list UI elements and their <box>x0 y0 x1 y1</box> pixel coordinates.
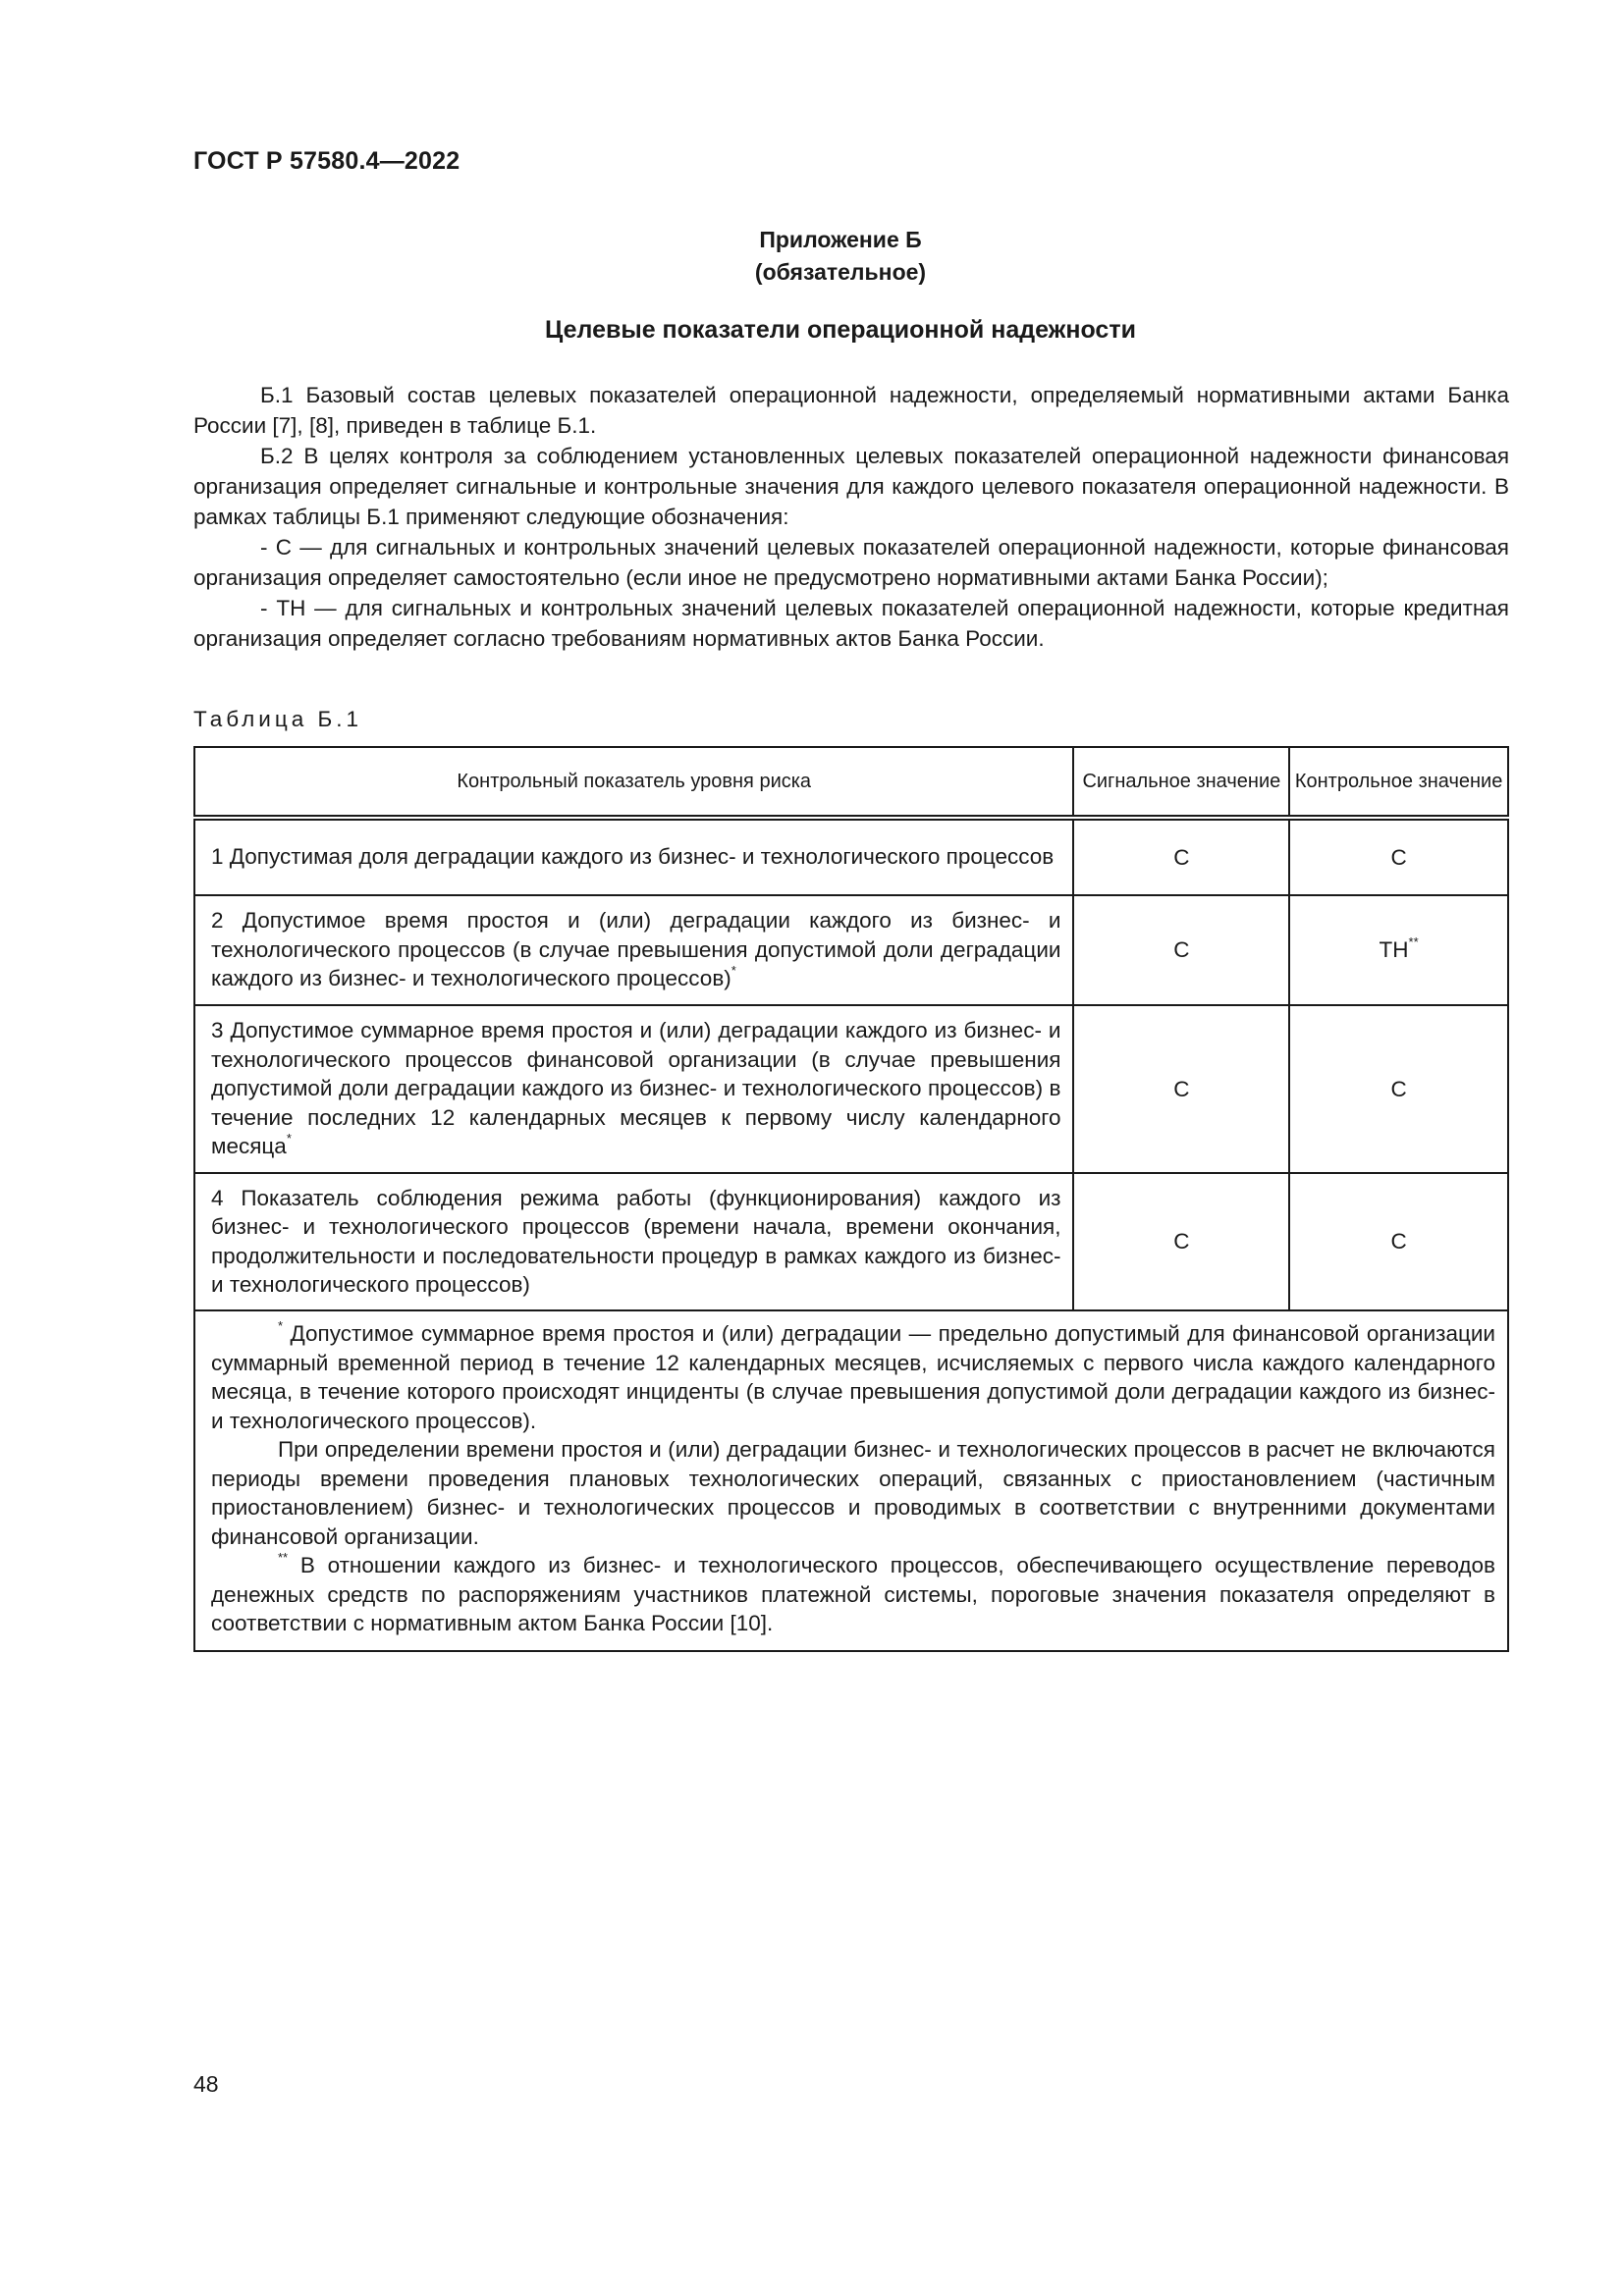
control-value-cell <box>1289 1005 1508 1173</box>
control-value-cell <box>1289 1173 1508 1310</box>
table-caption: Таблица Б.1 <box>193 707 363 731</box>
footnote-mark: ** <box>278 1549 289 1565</box>
body-text <box>193 380 1509 654</box>
table-note-text: В отношении каждого из бизнес- и технологического процессов, обеспечивающего осуществление переводов денежных средств по распоряжениям участников платежной системы, пороговые значения показателя определяют в соответствии с нормативным актом Банка России [10]. <box>211 1553 1495 1635</box>
page-number: 48 <box>193 2071 219 2097</box>
indicator-text: 3 Допустимое суммарное время простоя и (или) деградации каждого из бизнес- и технологического процессов финансовой организации (в случае превышения допустимой доли деградации каждого из бизнес- и технологического процессов) в течение последних 12 календарных месяцев к первому числу календарного месяца <box>211 1018 1061 1159</box>
control-value: С <box>1390 844 1407 870</box>
indicator-cell <box>194 818 1073 895</box>
document-header: ГОСТ Р 57580.4—2022 <box>193 147 460 175</box>
table-row <box>194 1173 1508 1310</box>
table-note-text: Допустимое суммарное время простоя и (или) деградации — предельно допустимый для финансовой организации суммарный временной период в течение 12 календарных месяцев, исчисляемых с первого числа каждого календарного месяца, в течение которого происходят инциденты (в случае превышения допустимой доли деградации каждого из бизнес- и технологического процессов). <box>211 1321 1495 1433</box>
footnote-mark: * <box>286 1130 292 1146</box>
header-indicator: Контрольный показатель уровня риска <box>194 747 1073 818</box>
appendix-status: (обязательное) <box>754 259 927 285</box>
control-value: С <box>1390 1076 1407 1101</box>
appendix-title: Приложение Б <box>759 227 922 252</box>
paragraph: - ТН — для сигнальных и контрольных значений целевых показателей операционной надежности, которые кредитная организация определяет согласно требованиям нормативных актов Банка России. <box>193 596 1509 651</box>
signal-value-cell: С <box>1073 1005 1289 1173</box>
table-note <box>211 1435 1495 1551</box>
signal-value-cell: С <box>1073 895 1289 1005</box>
signal-value-cell: С <box>1073 818 1289 895</box>
indicator-text: 4 Показатель соблюдения режима работы (функционирования) каждого из бизнес- и технологического процессов (времени начала, времени окончания, продолжительности и последовательности процедур в рамках каждого из бизнес- и технологического процессов) <box>211 1185 1061 1297</box>
table-note <box>211 1319 1495 1435</box>
paragraph: - С — для сигнальных и контрольных значений целевых показателей операционной надежности, которые финансовая организация определяет самостоятельно (если иное не предусмотрено нормативными актами Банка России); <box>193 535 1509 590</box>
footnote-mark: ** <box>1408 934 1419 949</box>
table-header-row <box>194 747 1508 818</box>
footnote-mark: * <box>731 962 736 978</box>
table-row <box>194 818 1508 895</box>
control-value: С <box>1390 1229 1407 1255</box>
control-value-cell <box>1289 818 1508 895</box>
header-signal-value: Сигнальное значение <box>1073 747 1289 818</box>
indicator-text: 1 Допустимая доля деградации каждого из бизнес- и технологического процессов <box>211 844 1055 870</box>
table-note-text: При определении времени простоя и (или) деградации бизнес- и технологических процессов в расчет не включаются периоды времени проведения плановых технологических операций, связанных с приостановлением (частичным приостановлением) бизнес- и технологических процессов и проводимых в соответствии с внутренними документами финансовой организации. <box>211 1437 1495 1549</box>
control-value: ТН <box>1379 937 1409 963</box>
control-value-cell <box>1289 895 1508 1005</box>
table-notes-row <box>194 1310 1508 1651</box>
indicator-cell <box>194 895 1073 1005</box>
indicator-cell <box>194 1005 1073 1173</box>
indicator-cell <box>194 1173 1073 1310</box>
signal-value-cell: С <box>1073 1173 1289 1310</box>
indicators-table <box>193 746 1509 1652</box>
header-control-value: Контрольное значение <box>1289 747 1508 818</box>
indicator-text: 2 Допустимое время простоя и (или) деградации каждого из бизнес- и технологического процессов (в случае превышения допустимой доли деградации каждого из бизнес- и технологического процессов) <box>211 908 1061 991</box>
footnote-mark: * <box>278 1317 284 1333</box>
table-notes <box>194 1310 1508 1651</box>
section-heading: Целевые показатели операционной надежности <box>545 316 1136 344</box>
table-row <box>194 895 1508 1005</box>
table-row <box>194 1005 1508 1173</box>
paragraph: Б.2 В целях контроля за соблюдением установленных целевых показателей операционной надежности финансовая организация определяет сигнальные и контрольные значения для каждого целевого показателя операционной надежности. В рамках таблицы Б.1 применяют следующие обозначения: <box>193 444 1509 529</box>
paragraph: Б.1 Базовый состав целевых показателей операционной надежности, определяемый нормативными актами Банка России [7], [8], приведен в таблице Б.1. <box>193 383 1509 438</box>
table-note <box>211 1551 1495 1638</box>
appendix-title-block <box>0 224 1624 289</box>
